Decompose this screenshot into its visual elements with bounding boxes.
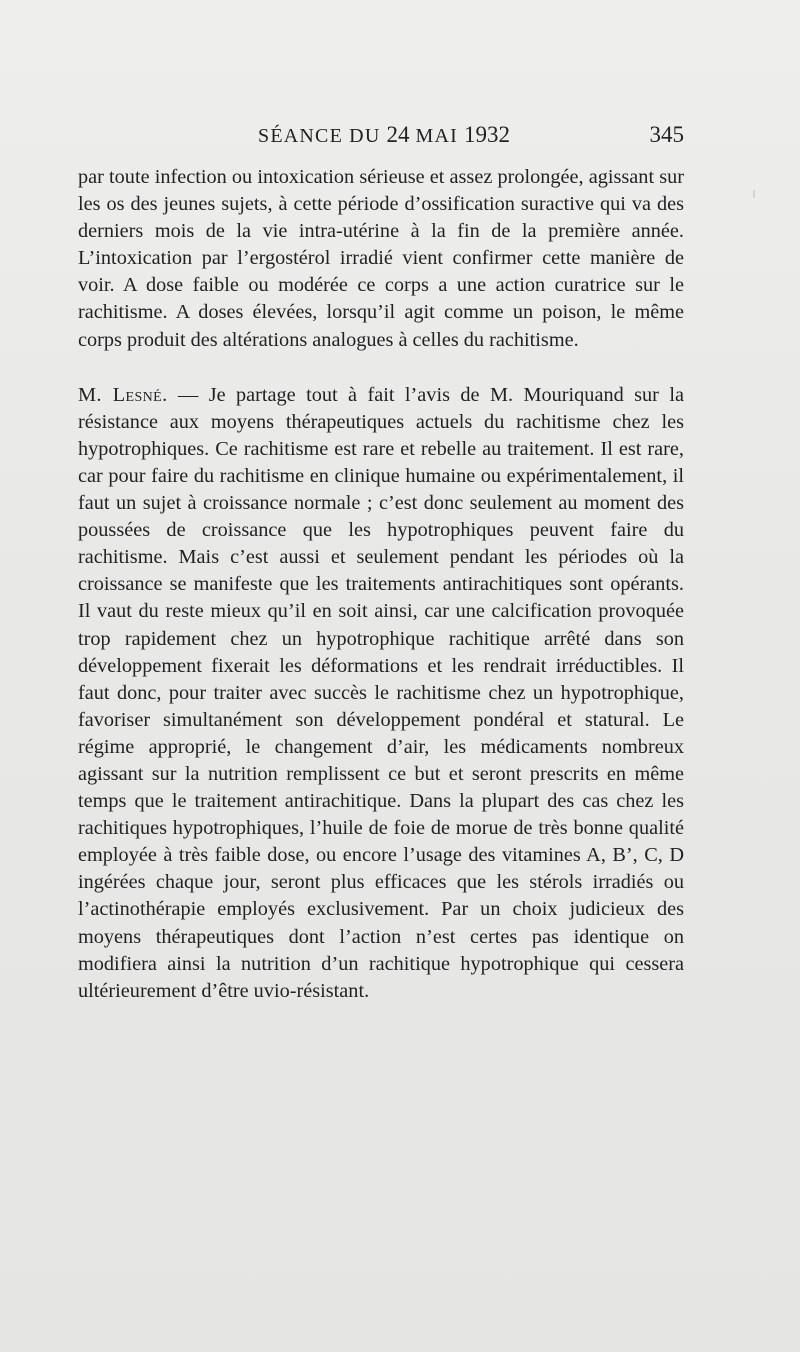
- page-number: 345: [649, 122, 684, 147]
- paragraph-lesne: [78, 382, 684, 1005]
- running-head-month: MAI: [415, 125, 458, 147]
- page-mark: [753, 190, 755, 198]
- body-text: [78, 164, 684, 1005]
- running-head: [258, 122, 510, 148]
- paragraph-text: — Je partage tout à fait l’avis de M. Mouriquand sur la résistance aux moyens thérapeutiques actuels du rachitisme chez les hypotrophiques. Ce rachitisme est rare et rebelle au traitement. Il est rare, car pour faire du rachitisme en clinique humaine ou expérimentalement, il faut un sujet à croissance normale ; c’est donc seulement au moment des poussées de croissance que les hypotrophiques peuvent faire du rachitisme. Mais c’est aussi et seulement pendant les périodes où la croissance se manifeste que les traitements antirachitiques sont opérants. Il vaut du reste mieux qu’il en soit ainsi, car une calcification provoquée trop rapidement chez un hypotrophique rachitique arrêté dans son développement fixerait les déformations et les rendrait irréductibles. Il faut donc, pour traiter avec succès le rachitisme chez un hypotrophique, favoriser simultanément son développement pondéral et statural. Le régime approprié, le changement d’air, les médicaments nombreux agissant sur la nutrition remplissent ce but et seront prescrits en même temps que le traitement antirachitique. Dans la plupart des cas chez les rachitiques hypotrophiques, l’huile de foie de morue de très bonne qualité employée à très faible dose, ou encore l’usage des vitamines A, B’, C, D ingérées chaque jour, seront plus efficaces que les stérols irradiés ou l’actinothérapie employés exclusivement. Par un choix judicieux des moyens thérapeutiques dont l’action n’est certes pas identique on modifiera ainsi la nutrition d’un rachitique hypotrophique qui cessera ultérieurement d’être uvio-résistant.: [78, 383, 684, 1002]
- speaker-name: M. Lesné.: [78, 383, 168, 406]
- running-head-day: 24: [386, 122, 410, 147]
- paragraph-text: par toute infection ou intoxication sérieuse et assez prolongée, agissant sur les os des jeunes sujets, à cette période d’ossification suractive qui va des derniers mois de la vie intra-utérine à la fin de la première année. L’intoxication par l’ergostérol irradié vient confirmer cette manière de voir. A dose faible ou modérée ce corps a une action curatrice sur le rachitisme. A doses élevées, lorsqu’il agit comme un poison, le même corps produit des altérations analogues à celles du rachitisme.: [78, 166, 684, 351]
- paragraph-continued: [78, 164, 684, 354]
- page-header: [78, 122, 684, 152]
- running-head-prefix: SÉANCE DU: [258, 125, 381, 147]
- running-head-year: 1932: [463, 122, 510, 147]
